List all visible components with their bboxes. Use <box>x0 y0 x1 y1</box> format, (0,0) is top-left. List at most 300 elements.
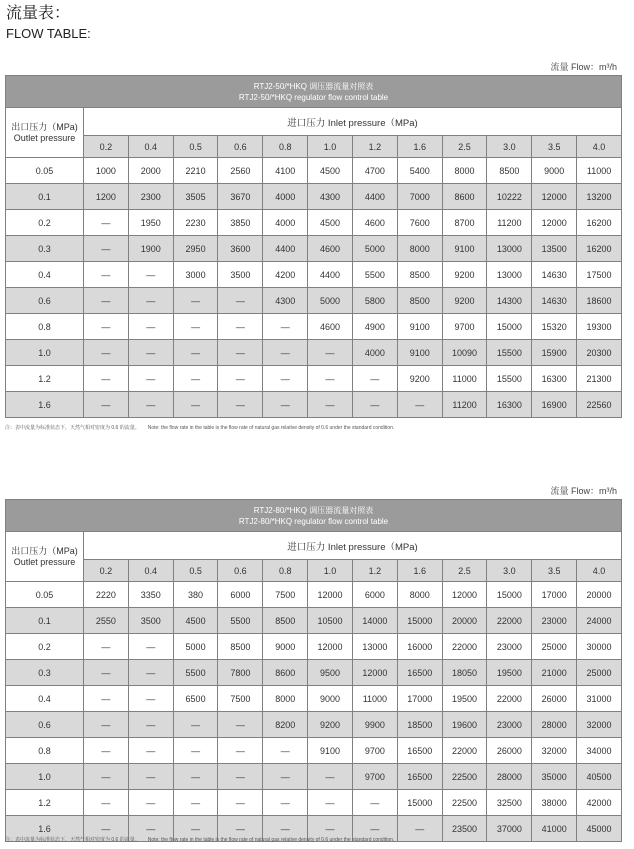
flow-cell: 6500 <box>173 686 218 712</box>
inlet-pressure-value: 1.2 <box>352 136 397 158</box>
table-row <box>6 314 622 340</box>
flow-cell: 14630 <box>532 288 577 314</box>
flow-cell: 11200 <box>442 392 487 418</box>
flow-cell: 16500 <box>397 764 442 790</box>
flow-cell: 15000 <box>397 790 442 816</box>
table-row <box>6 738 622 764</box>
flow-cell: 2000 <box>128 158 173 184</box>
flow-cell: 34000 <box>577 738 622 764</box>
flow-cell: 30000 <box>577 634 622 660</box>
flow-cell: — <box>128 262 173 288</box>
outlet-label-cn: 出口压力（MPa) <box>11 545 78 556</box>
flow-cell: 13000 <box>352 634 397 660</box>
flow-cell: 11000 <box>352 686 397 712</box>
flow-cell: 8600 <box>442 184 487 210</box>
flow-cell: — <box>218 288 263 314</box>
flow-cell: 4000 <box>352 340 397 366</box>
flow-cell: 2210 <box>173 158 218 184</box>
flow-cell: — <box>263 314 308 340</box>
flow-cell: 7800 <box>218 660 263 686</box>
flow-cell: 8500 <box>263 608 308 634</box>
table-row <box>6 686 622 712</box>
page-heading-en: FLOW TABLE: <box>6 26 91 41</box>
flow-cell: 23000 <box>487 712 532 738</box>
flow-cell: 17500 <box>577 262 622 288</box>
flow-cell: 16900 <box>532 392 577 418</box>
flow-cell: 380 <box>173 582 218 608</box>
flow-cell: 22000 <box>442 634 487 660</box>
inlet-pressure-value: 0.5 <box>173 136 218 158</box>
inlet-pressure-value: 0.6 <box>218 136 263 158</box>
flow-cell: 15500 <box>487 340 532 366</box>
flow-cell: — <box>84 288 129 314</box>
inlet-pressure-value: 3.5 <box>532 560 577 582</box>
flow-cell: 16200 <box>577 210 622 236</box>
table-row <box>6 184 622 210</box>
flow-cell: 23000 <box>487 634 532 660</box>
flow-cell: 8500 <box>218 634 263 660</box>
flow-cell: — <box>308 764 353 790</box>
flow-cell: 13000 <box>487 262 532 288</box>
flow-table-rtj2-50 <box>5 75 622 418</box>
flow-cell: 8000 <box>263 686 308 712</box>
flow-cell: — <box>218 314 263 340</box>
flow-cell: 9200 <box>442 262 487 288</box>
table-footnote <box>5 836 402 843</box>
flow-cell: 6000 <box>218 582 263 608</box>
flow-cell: — <box>218 738 263 764</box>
flow-cell: 9100 <box>397 340 442 366</box>
flow-cell: — <box>84 262 129 288</box>
inlet-pressure-value: 0.5 <box>173 560 218 582</box>
table-row <box>6 262 622 288</box>
flow-cell: — <box>84 392 129 418</box>
flow-cell: — <box>128 738 173 764</box>
flow-cell: 20300 <box>577 340 622 366</box>
flow-cell: 12000 <box>532 210 577 236</box>
inlet-pressure-header: 进口压力 Inlet pressure（MPa) <box>84 108 622 136</box>
outlet-pressure-cell: 0.6 <box>6 712 84 738</box>
outlet-pressure-cell: 0.3 <box>6 660 84 686</box>
flow-cell: — <box>308 790 353 816</box>
flow-cell: 13500 <box>532 236 577 262</box>
flow-cell: 32000 <box>577 712 622 738</box>
flow-cell: 7600 <box>397 210 442 236</box>
table-row <box>6 288 622 314</box>
flow-cell: 4300 <box>308 184 353 210</box>
flow-cell: 19500 <box>442 686 487 712</box>
outlet-pressure-cell: 1.6 <box>6 816 84 842</box>
flow-cell: 42000 <box>577 790 622 816</box>
flow-cell: 20000 <box>577 582 622 608</box>
flow-cell: 4400 <box>352 184 397 210</box>
flow-cell: 11000 <box>577 158 622 184</box>
page-heading-cn: 流量表： <box>6 5 71 22</box>
flow-cell: 3600 <box>218 236 263 262</box>
flow-cell: 35000 <box>532 764 577 790</box>
flow-cell: 9200 <box>308 712 353 738</box>
flow-cell: 4400 <box>308 262 353 288</box>
flow-cell: 5000 <box>352 236 397 262</box>
flow-cell: — <box>218 790 263 816</box>
flow-cell: 21300 <box>577 366 622 392</box>
flow-cell: 19600 <box>442 712 487 738</box>
inlet-pressure-value: 3.0 <box>487 560 532 582</box>
flow-cell: 3000 <box>173 262 218 288</box>
table-row <box>6 790 622 816</box>
inlet-pressure-value: 1.6 <box>397 560 442 582</box>
flow-cell: 21000 <box>532 660 577 686</box>
flow-cell: 1000 <box>84 158 129 184</box>
flow-cell: 2230 <box>173 210 218 236</box>
inlet-pressure-value: 0.6 <box>218 560 263 582</box>
flow-cell: 16000 <box>397 634 442 660</box>
flow-cell: 4500 <box>173 608 218 634</box>
flow-cell: 9200 <box>442 288 487 314</box>
outlet-label-en: Outlet pressure <box>13 556 76 567</box>
flow-cell: 28000 <box>532 712 577 738</box>
outlet-pressure-cell: 0.4 <box>6 686 84 712</box>
flow-cell: 2220 <box>84 582 129 608</box>
flow-cell: — <box>128 340 173 366</box>
flow-cell: — <box>218 816 263 842</box>
flow-cell: — <box>84 764 129 790</box>
footnote-cn: 注：表中流量为标准状态下，天然气相对密度为 0.6 的流量。 <box>5 425 140 431</box>
outlet-pressure-header <box>6 108 84 158</box>
flow-cell: 13200 <box>577 184 622 210</box>
table-row <box>6 660 622 686</box>
flow-cell: — <box>352 366 397 392</box>
flow-cell: 8200 <box>263 712 308 738</box>
flow-cell: 9900 <box>352 712 397 738</box>
flow-cell: 8000 <box>442 158 487 184</box>
flow-cell: 3500 <box>218 262 263 288</box>
flow-cell: — <box>128 712 173 738</box>
flow-cell: 4700 <box>352 158 397 184</box>
flow-cell: 12000 <box>352 660 397 686</box>
flow-cell: 24000 <box>577 608 622 634</box>
flow-cell: 4500 <box>308 210 353 236</box>
table-title-cn: RTJ2-50/*HKQ 调压器流量对照表 <box>253 81 374 91</box>
flow-cell: 3350 <box>128 582 173 608</box>
flow-cell: 8000 <box>397 236 442 262</box>
flow-cell: — <box>128 634 173 660</box>
flow-cell: 32000 <box>532 738 577 764</box>
flow-cell: 4200 <box>263 262 308 288</box>
flow-cell: 12000 <box>442 582 487 608</box>
flow-cell: — <box>128 366 173 392</box>
flow-cell: — <box>218 712 263 738</box>
flow-cell: 2300 <box>128 184 173 210</box>
flow-cell: — <box>263 392 308 418</box>
flow-cell: 9700 <box>442 314 487 340</box>
flow-cell: 4600 <box>308 314 353 340</box>
outlet-pressure-cell: 0.05 <box>6 582 84 608</box>
flow-cell: 6000 <box>352 582 397 608</box>
flow-cell: 5800 <box>352 288 397 314</box>
outlet-pressure-cell: 0.4 <box>6 262 84 288</box>
flow-cell: — <box>84 660 129 686</box>
flow-cell: 12000 <box>308 634 353 660</box>
flow-cell: 38000 <box>532 790 577 816</box>
inlet-pressure-value: 0.4 <box>128 560 173 582</box>
flow-cell: 9000 <box>308 686 353 712</box>
flow-cell: 4000 <box>263 184 308 210</box>
table-row <box>6 210 622 236</box>
flow-cell: 8700 <box>442 210 487 236</box>
flow-cell: — <box>84 236 129 262</box>
flow-cell: 22500 <box>442 764 487 790</box>
flow-cell: 22500 <box>442 790 487 816</box>
inlet-pressure-value: 1.0 <box>308 560 353 582</box>
flow-cell: — <box>128 660 173 686</box>
flow-cell: 5000 <box>308 288 353 314</box>
flow-cell: 12000 <box>308 582 353 608</box>
inlet-pressure-value: 0.2 <box>84 560 129 582</box>
flow-cell: 19500 <box>487 660 532 686</box>
flow-cell: 10500 <box>308 608 353 634</box>
table-title-en: RTJ2-50/*HKQ regulator flow control table <box>238 92 389 102</box>
table-row <box>6 764 622 790</box>
flow-cell: 28000 <box>487 764 532 790</box>
flow-cell: 8600 <box>263 660 308 686</box>
flow-cell: — <box>308 816 353 842</box>
flow-cell: 22000 <box>442 738 487 764</box>
table-row <box>6 236 622 262</box>
table-footnote <box>5 424 402 431</box>
flow-cell: — <box>128 686 173 712</box>
outlet-pressure-cell: 0.1 <box>6 184 84 210</box>
flow-cell: 15500 <box>487 366 532 392</box>
flow-cell: 4400 <box>263 236 308 262</box>
flow-cell: 16500 <box>397 738 442 764</box>
flow-cell: — <box>84 712 129 738</box>
flow-cell: 3500 <box>128 608 173 634</box>
inlet-pressure-value: 1.0 <box>308 136 353 158</box>
table-row <box>6 340 622 366</box>
flow-cell: 23000 <box>532 608 577 634</box>
flow-cell: 15000 <box>487 314 532 340</box>
flow-cell: 2950 <box>173 236 218 262</box>
flow-cell: 7500 <box>263 582 308 608</box>
flow-cell: 14300 <box>487 288 532 314</box>
inlet-pressure-value: 0.2 <box>84 136 129 158</box>
table-row <box>6 634 622 660</box>
flow-cell: — <box>84 340 129 366</box>
inlet-pressure-value: 4.0 <box>577 560 622 582</box>
flow-cell: 9200 <box>397 366 442 392</box>
inlet-pressure-value: 0.8 <box>263 560 308 582</box>
flow-cell: 9500 <box>308 660 353 686</box>
flow-cell: 5000 <box>173 634 218 660</box>
flow-cell: 3670 <box>218 184 263 210</box>
outlet-pressure-cell: 0.3 <box>6 236 84 262</box>
flow-cell: — <box>84 314 129 340</box>
flow-cell: 4100 <box>263 158 308 184</box>
flow-cell: — <box>173 340 218 366</box>
flow-cell: 5500 <box>173 660 218 686</box>
flow-cell: — <box>308 392 353 418</box>
flow-cell: 9000 <box>263 634 308 660</box>
flow-cell: — <box>128 392 173 418</box>
flow-cell: 32500 <box>487 790 532 816</box>
outlet-label-cn: 出口压力（MPa) <box>11 121 78 132</box>
flow-cell: 1200 <box>84 184 129 210</box>
flow-cell: 9100 <box>397 314 442 340</box>
outlet-pressure-cell: 0.05 <box>6 158 84 184</box>
flow-cell: 8500 <box>487 158 532 184</box>
flow-cell: 7500 <box>218 686 263 712</box>
flow-cell: 31000 <box>577 686 622 712</box>
inlet-pressure-value: 3.5 <box>532 136 577 158</box>
flow-unit-label: 流量 Flow：m³/h <box>550 486 617 496</box>
flow-cell: 26000 <box>487 738 532 764</box>
flow-cell: — <box>308 366 353 392</box>
table-title-en: RTJ2-80/*HKQ regulator flow control table <box>238 516 389 526</box>
inlet-pressure-header: 进口压力 Inlet pressure（MPa) <box>84 532 622 560</box>
flow-cell: 2550 <box>84 608 129 634</box>
flow-cell: — <box>128 790 173 816</box>
flow-cell: 13000 <box>487 236 532 262</box>
flow-cell: 9000 <box>532 158 577 184</box>
flow-cell: 9100 <box>308 738 353 764</box>
flow-cell: — <box>128 816 173 842</box>
flow-cell: 1950 <box>128 210 173 236</box>
flow-cell: 2560 <box>218 158 263 184</box>
table-title-cn: RTJ2-80/*HKQ 调压器流量对照表 <box>253 505 374 515</box>
flow-cell: 14630 <box>532 262 577 288</box>
flow-cell: 1900 <box>128 236 173 262</box>
flow-cell: — <box>263 790 308 816</box>
table-row <box>6 608 622 634</box>
table-row <box>6 158 622 184</box>
table-title <box>6 500 622 532</box>
outlet-pressure-cell: 0.2 <box>6 210 84 236</box>
flow-cell: — <box>218 392 263 418</box>
flow-cell: 16200 <box>577 236 622 262</box>
flow-cell: — <box>352 392 397 418</box>
flow-cell: 18500 <box>397 712 442 738</box>
flow-cell: — <box>84 790 129 816</box>
flow-cell: — <box>173 712 218 738</box>
flow-cell: 9700 <box>352 738 397 764</box>
flow-cell: — <box>173 366 218 392</box>
flow-cell: — <box>173 288 218 314</box>
flow-cell: 37000 <box>487 816 532 842</box>
flow-cell: 8500 <box>397 262 442 288</box>
flow-cell: 15000 <box>487 582 532 608</box>
flow-cell: — <box>173 314 218 340</box>
flow-cell: — <box>84 686 129 712</box>
flow-cell: 16500 <box>397 660 442 686</box>
flow-cell: 14000 <box>352 608 397 634</box>
flow-cell: 3505 <box>173 184 218 210</box>
flow-cell: 22560 <box>577 392 622 418</box>
outlet-pressure-cell: 0.8 <box>6 738 84 764</box>
outlet-pressure-header <box>6 532 84 582</box>
inlet-pressure-value: 0.4 <box>128 136 173 158</box>
inlet-pressure-value: 2.5 <box>442 136 487 158</box>
flow-cell: 23500 <box>442 816 487 842</box>
flow-cell: 12000 <box>532 184 577 210</box>
flow-cell: 17000 <box>397 686 442 712</box>
flow-cell: 22000 <box>487 686 532 712</box>
flow-cell: 18600 <box>577 288 622 314</box>
table-row <box>6 366 622 392</box>
flow-cell: — <box>84 816 129 842</box>
flow-cell: — <box>263 738 308 764</box>
flow-cell: 15000 <box>397 608 442 634</box>
flow-cell: 26000 <box>532 686 577 712</box>
flow-cell: 16300 <box>487 392 532 418</box>
flow-cell: — <box>173 392 218 418</box>
flow-cell: 3850 <box>218 210 263 236</box>
flow-cell: — <box>352 790 397 816</box>
flow-cell: — <box>84 366 129 392</box>
inlet-pressure-value: 4.0 <box>577 136 622 158</box>
flow-cell: 5400 <box>397 158 442 184</box>
outlet-pressure-cell: 0.8 <box>6 314 84 340</box>
flow-cell: 11200 <box>487 210 532 236</box>
outlet-pressure-cell: 0.6 <box>6 288 84 314</box>
flow-cell: — <box>173 790 218 816</box>
footnote-cn: 注：表中流量为标准状态下，天然气相对密度为 0.6 的流量。 <box>5 837 140 843</box>
flow-cell: 45000 <box>577 816 622 842</box>
footnote-en: Note: the flow rate in the table is the flow rate of natural gas relative density of 0.6 under the standard condition. <box>147 837 395 843</box>
flow-cell: 5500 <box>352 262 397 288</box>
flow-cell: 4600 <box>308 236 353 262</box>
flow-unit-label: 流量 Flow：m³/h <box>550 62 617 72</box>
inlet-pressure-value: 2.5 <box>442 560 487 582</box>
flow-cell: — <box>84 210 129 236</box>
flow-cell: — <box>218 764 263 790</box>
table-row <box>6 582 622 608</box>
flow-cell: 4500 <box>308 158 353 184</box>
table-row <box>6 712 622 738</box>
outlet-pressure-cell: 1.2 <box>6 790 84 816</box>
flow-cell: — <box>397 816 442 842</box>
outlet-pressure-cell: 1.2 <box>6 366 84 392</box>
flow-cell: — <box>84 634 129 660</box>
flow-cell: 16300 <box>532 366 577 392</box>
inlet-pressure-value: 3.0 <box>487 136 532 158</box>
flow-cell: 7000 <box>397 184 442 210</box>
table-row <box>6 392 622 418</box>
flow-cell: — <box>263 340 308 366</box>
inlet-pressure-value: 0.8 <box>263 136 308 158</box>
flow-cell: 11000 <box>442 366 487 392</box>
flow-cell: — <box>263 764 308 790</box>
flow-cell: — <box>173 738 218 764</box>
flow-cell: — <box>128 764 173 790</box>
flow-cell: 4900 <box>352 314 397 340</box>
outlet-pressure-cell: 1.0 <box>6 340 84 366</box>
flow-cell: 22000 <box>487 608 532 634</box>
table-title <box>6 76 622 108</box>
flow-cell: — <box>218 340 263 366</box>
flow-cell: — <box>397 392 442 418</box>
flow-cell: — <box>308 340 353 366</box>
flow-cell: — <box>128 288 173 314</box>
flow-cell: 4300 <box>263 288 308 314</box>
flow-cell: — <box>218 366 263 392</box>
inlet-pressure-value: 1.6 <box>397 136 442 158</box>
flow-cell: 15320 <box>532 314 577 340</box>
outlet-pressure-cell: 0.2 <box>6 634 84 660</box>
flow-cell: 40500 <box>577 764 622 790</box>
flow-cell: 8500 <box>397 288 442 314</box>
flow-cell: — <box>352 816 397 842</box>
